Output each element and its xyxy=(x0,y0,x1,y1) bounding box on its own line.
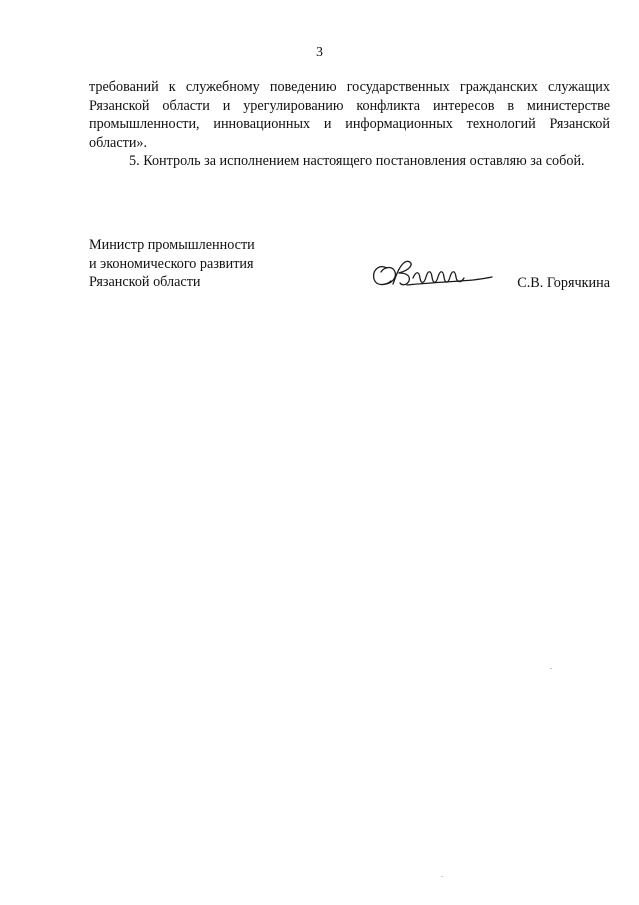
page-number: 3 xyxy=(316,45,323,60)
signatory-name: С.В. Горячкина xyxy=(517,275,610,291)
document-body xyxy=(89,78,610,171)
signatory-title-line-1: Министр промышленности xyxy=(89,237,255,253)
scan-speck xyxy=(550,668,552,669)
paragraph-item-5: 5. Контроль за исполнением настоящего постановления оставляю за собой. xyxy=(129,153,585,170)
signature-block xyxy=(89,236,610,296)
signatory-title-line-2: и экономического развития xyxy=(89,255,254,272)
signatory-title-line-3: Рязанской области xyxy=(89,274,201,291)
signatory-title xyxy=(89,236,255,292)
paragraph-continuation: требований к служебному поведению государственных гражданских служащих Рязанской области и урегулированию конфликта интересов в министерстве промышленности, инновационных и информационных технологий Рязанской области». xyxy=(89,79,610,151)
handwritten-signature-icon xyxy=(369,254,499,294)
scan-speck xyxy=(441,876,443,877)
